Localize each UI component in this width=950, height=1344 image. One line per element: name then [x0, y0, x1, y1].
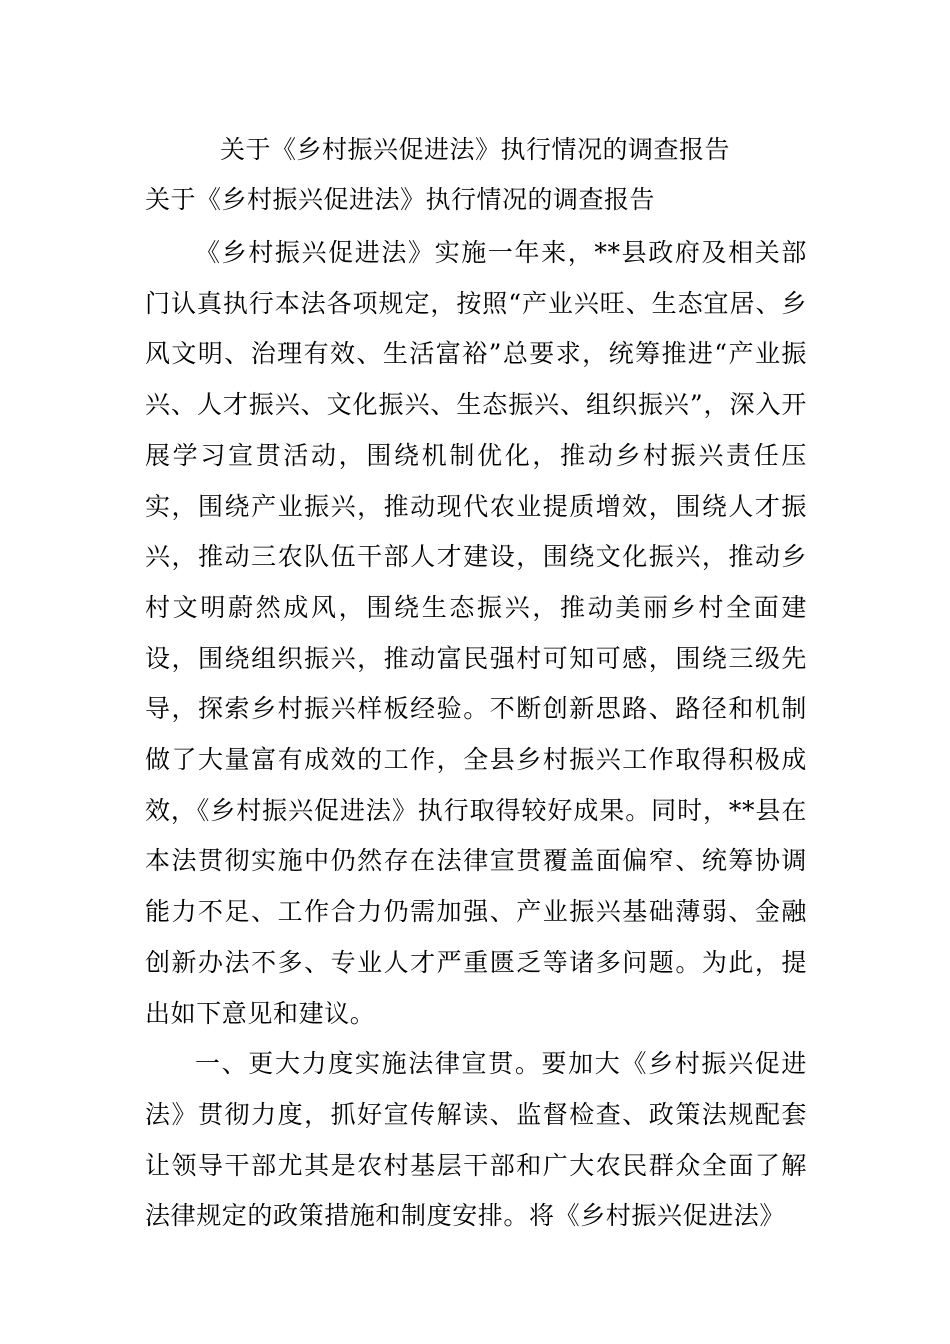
document-title: 关于《乡村振兴促进法》执行情况的调查报告: [219, 135, 730, 164]
paragraph-intro: 《乡村振兴促进法》实施一年来，**县政府及相关部门认真执行本法各项规定，按照“产业兴旺、生态宜居、乡风文明、治理有效、生活富裕”总要求，统筹推进“产业振兴、人才振兴、文化振兴、生态振兴、组织振兴”，深入开展学习宣贯活动，围绕机制优化，推动乡村振兴责任压实，围绕产业振兴，推动现代农业提质增效，围绕人才振兴，推动三农队伍干部人才建设，围绕文化振兴，推动乡村文明蔚然成风，围绕生态振兴，推动美丽乡村全面建设，围绕组织振兴，推动富民强村可知可感，围绕三级先导，探索乡村振兴样板经验。不断创新思路、路径和机制做了大量富有成效的工作，全县乡村振兴工作取得积极成效，《乡村振兴促进法》执行取得较好成果。同时，**县在本法贯彻实施中仍然存在法律宣贯覆盖面偏窄、统筹协调能力不足、工作合力仍需加强、产业振兴基础薄弱、金融创新办法不多、专业人才严重匮乏等诸多问题。为此，提出如下意见和建议。: [145, 238, 807, 1028]
document-body: [145, 228, 807, 1242]
document-subtitle: 关于《乡村振兴促进法》执行情况的调查报告: [145, 185, 656, 214]
paragraph-section-one: 一、更大力度实施法律宣贯。要加大《乡村振兴促进法》贯彻力度，抓好宣传解读、监督检查、政策法规配套让领导干部尤其是农村基层干部和广大农民群众全面了解法律规定的政策措施和制度安排。将《乡村振兴促进法》: [145, 1049, 807, 1231]
